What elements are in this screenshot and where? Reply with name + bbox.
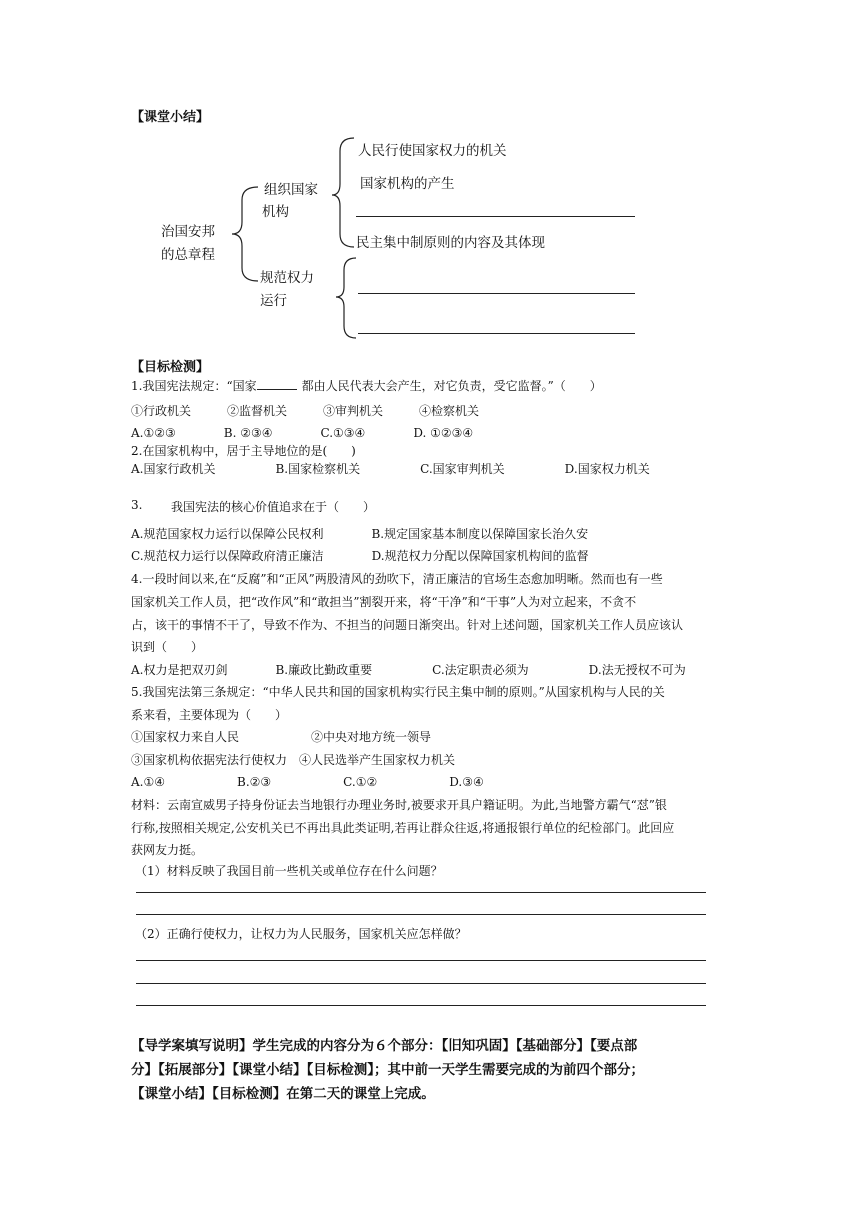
answer-line <box>358 333 635 334</box>
answer-line <box>136 892 706 893</box>
branch2-brace <box>336 258 356 338</box>
q5-line-2: 系来看，主要体现为（ ） <box>131 708 288 722</box>
material-question-1: （1）材料反映了我国目前一些机关或单位存在什么问题？ <box>135 864 443 878</box>
q1-stem-head: 1.我国宪法规定：“国家 <box>131 379 257 393</box>
instructions-line-1: 【导学案填写说明】学生完成的内容分为６个部分：【旧知巩固】【基础部分】【要点部 <box>131 1038 638 1054</box>
answer-line <box>356 216 635 217</box>
q1-stem-tail: 都由人民代表大会产生，对它负责，受它监督。”（ ） <box>301 379 602 393</box>
q1-stem <box>131 377 602 394</box>
q5-items-1: ①国家权力来自人民 ②中央对地方统一领导 <box>131 730 432 744</box>
instructions-line-2: 分】【拓展部分】【课堂小结】【目标检测】；其中前一天学生需要完成的为前四个部分； <box>131 1062 644 1078</box>
branch1-label-line1: 组织国家 <box>264 182 318 198</box>
q3-stem: 我国宪法的核心价值追求在于（ ） <box>171 500 376 514</box>
q1-options: A.①②③ B. ②③④ C.①③④ D. ①②③④ <box>131 426 474 440</box>
q3-number: 3. <box>131 498 143 512</box>
branch1-label-line2: 机构 <box>262 204 289 220</box>
q3-options-ab: A.规范国家权力运行以保障公民权利 B.规定国家基本制度以保障国家长治久安 <box>131 527 589 541</box>
answer-line <box>136 914 706 915</box>
q4-line-1: 4.一段时间以来,在“反腐”和“正风”两股清风的劲吹下，清正廉洁的官场生态愈加明晰。然而也有一些 <box>131 572 663 586</box>
branch1-item-3: 民主集中制原则的内容及其体现 <box>356 235 545 251</box>
material-line-3: 获网友力挺。 <box>131 843 204 857</box>
q4-line-2: 国家机关工作人员，把“改作风”和“敢担当”割裂开来，将“干净”和“干事”人为对立起来，不贪不 <box>131 595 637 609</box>
branch2-label-line1: 规范权力 <box>260 270 314 286</box>
summary-heading: 【课堂小结】 <box>131 110 210 125</box>
q1-items: ①行政机关 ②监督机关 ③审判机关 ④检察机关 <box>131 404 480 418</box>
answer-line <box>358 293 635 294</box>
q4-line-3: 占，该干的事情不干了，导致不作为、不担当的问题日渐突出。针对上述问题，国家机关工作人员应该认 <box>131 618 684 632</box>
q2-options: A.国家行政机关 B.国家检察机关 C.国家审判机关 D.国家权力机关 <box>131 462 650 476</box>
branch1-brace <box>332 138 354 247</box>
q1-blank <box>257 378 297 390</box>
answer-line <box>136 983 706 984</box>
material-question-2: （2）正确行使权力，让权力为人民服务，国家机关应怎样做？ <box>135 927 467 941</box>
branch1-item-1: 人民行使国家权力的机关 <box>358 143 507 159</box>
branch1-item-2: 国家机构的产生 <box>360 176 455 192</box>
q5-line-1: 5.我国宪法第三条规定：“中华人民共和国的国家机构实行民主集中制的原则。”从国家机构与人民的关 <box>131 685 665 699</box>
branch2-label-line2: 运行 <box>260 293 287 309</box>
summary-root-line1: 治国安邦 <box>161 224 215 240</box>
material-line-1: 材料：云南宣威男子持身份证去当地银行办理业务时,被要求开具户籍证明。为此,当地警方霸气“怼”银 <box>131 798 667 812</box>
test-heading: 【目标检测】 <box>131 360 210 375</box>
summary-root-line2: 的总章程 <box>161 247 215 263</box>
q2-stem: 2.在国家机构中，居于主导地位的是( ) <box>131 444 356 458</box>
answer-line <box>136 1005 706 1006</box>
main-brace <box>232 187 258 281</box>
instructions-line-3: 【课堂小结】【目标检测】在第二天的课堂上完成。 <box>131 1086 435 1102</box>
answer-line <box>136 960 706 961</box>
q5-items-2: ③国家机构依据宪法行使权力 ④人民选举产生国家权力机关 <box>131 753 456 767</box>
material-line-2: 行称,按照相关规定,公安机关已不再出具此类证明,若再让群众往返,将通报银行单位的纪检部门。此回应 <box>131 821 675 835</box>
q4-line-4: 识到（ ） <box>131 640 204 654</box>
q5-options: A.①④ B.②③ C.①② D.③④ <box>131 775 484 789</box>
q3-options-cd: C.规范权力运行以保障政府清正廉洁 D.规范权力分配以保障国家机构间的监督 <box>131 549 589 563</box>
q4-options: A.权力是把双刃剑 B.廉政比勤政重要 C.法定职责必须为 D.法无授权不可为 <box>131 663 686 677</box>
